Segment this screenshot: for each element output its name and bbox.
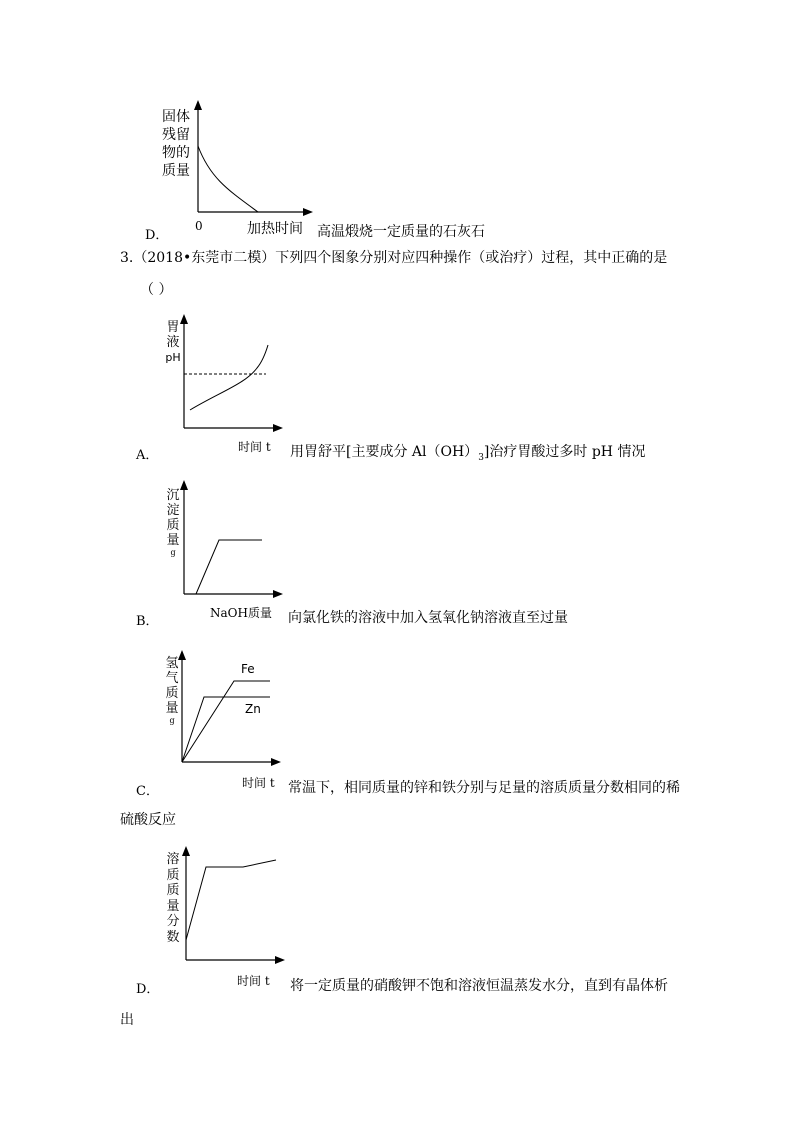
x-label-q2-d: 加热时间 xyxy=(247,221,303,237)
x-label-q3-d: 时间 t xyxy=(237,974,270,988)
label-zn: Zn xyxy=(245,702,261,716)
x-label-q3-a: 时间 t xyxy=(238,440,271,454)
caption-q2-d: 高温煅烧一定质量的石灰石 xyxy=(317,224,485,240)
x-axis-arrow xyxy=(275,956,285,964)
y-label-q3-c: 氢 气 质 量 g xyxy=(165,656,179,725)
y-axis-arrow xyxy=(182,846,190,856)
question3-stem: 3.（2018•东莞市二模）下列四个图象分别对应四种操作（或治疗）过程，其中正确的是 xyxy=(120,250,668,266)
caption-q3-c-line1: 常温下，相同质量的锌和铁分别与足量的溶质质量分数相同的稀 xyxy=(288,780,680,796)
caption-q3-b: 向氯化铁的溶液中加入氢氧化钠溶液直至过量 xyxy=(288,610,568,626)
caption-q3-a: 用胃舒平[主要成分 $Al(OH)_3$]治疗胃酸过多时 pH 情况 xyxy=(290,444,646,463)
x-label-q3-c: 时间 t xyxy=(242,776,275,790)
x-label-q3-b: NaOH质量 xyxy=(210,606,272,620)
caption-q3-c-line2: 硫酸反应 xyxy=(120,812,176,828)
option-letter: D． xyxy=(145,228,169,243)
option-letter: D． xyxy=(136,982,160,997)
option-letter: A． xyxy=(136,448,159,463)
option-letter: C． xyxy=(136,784,159,799)
caption-q3-d-line1: 将一定质量的硝酸钾不饱和溶液恒温蒸发水分，直到有晶体析 xyxy=(290,978,668,994)
y-label-q3-d: 溶 质 质 量 分 数 xyxy=(166,852,180,945)
option-letter: B． xyxy=(136,614,159,629)
line-mass-fraction xyxy=(186,860,276,940)
y-label-q3-a: 胃 液 pH xyxy=(165,320,181,364)
caption-q3-d-line2: 出 xyxy=(120,1012,134,1028)
y-label-q2-d: 固体 残留 物的 质量 xyxy=(162,109,190,179)
question3-blank: （ ） xyxy=(140,282,173,298)
label-fe: Fe xyxy=(241,662,255,676)
origin-label: 0 xyxy=(195,219,203,233)
y-label-q3-b: 沉 淀 质 量 g xyxy=(166,488,180,557)
